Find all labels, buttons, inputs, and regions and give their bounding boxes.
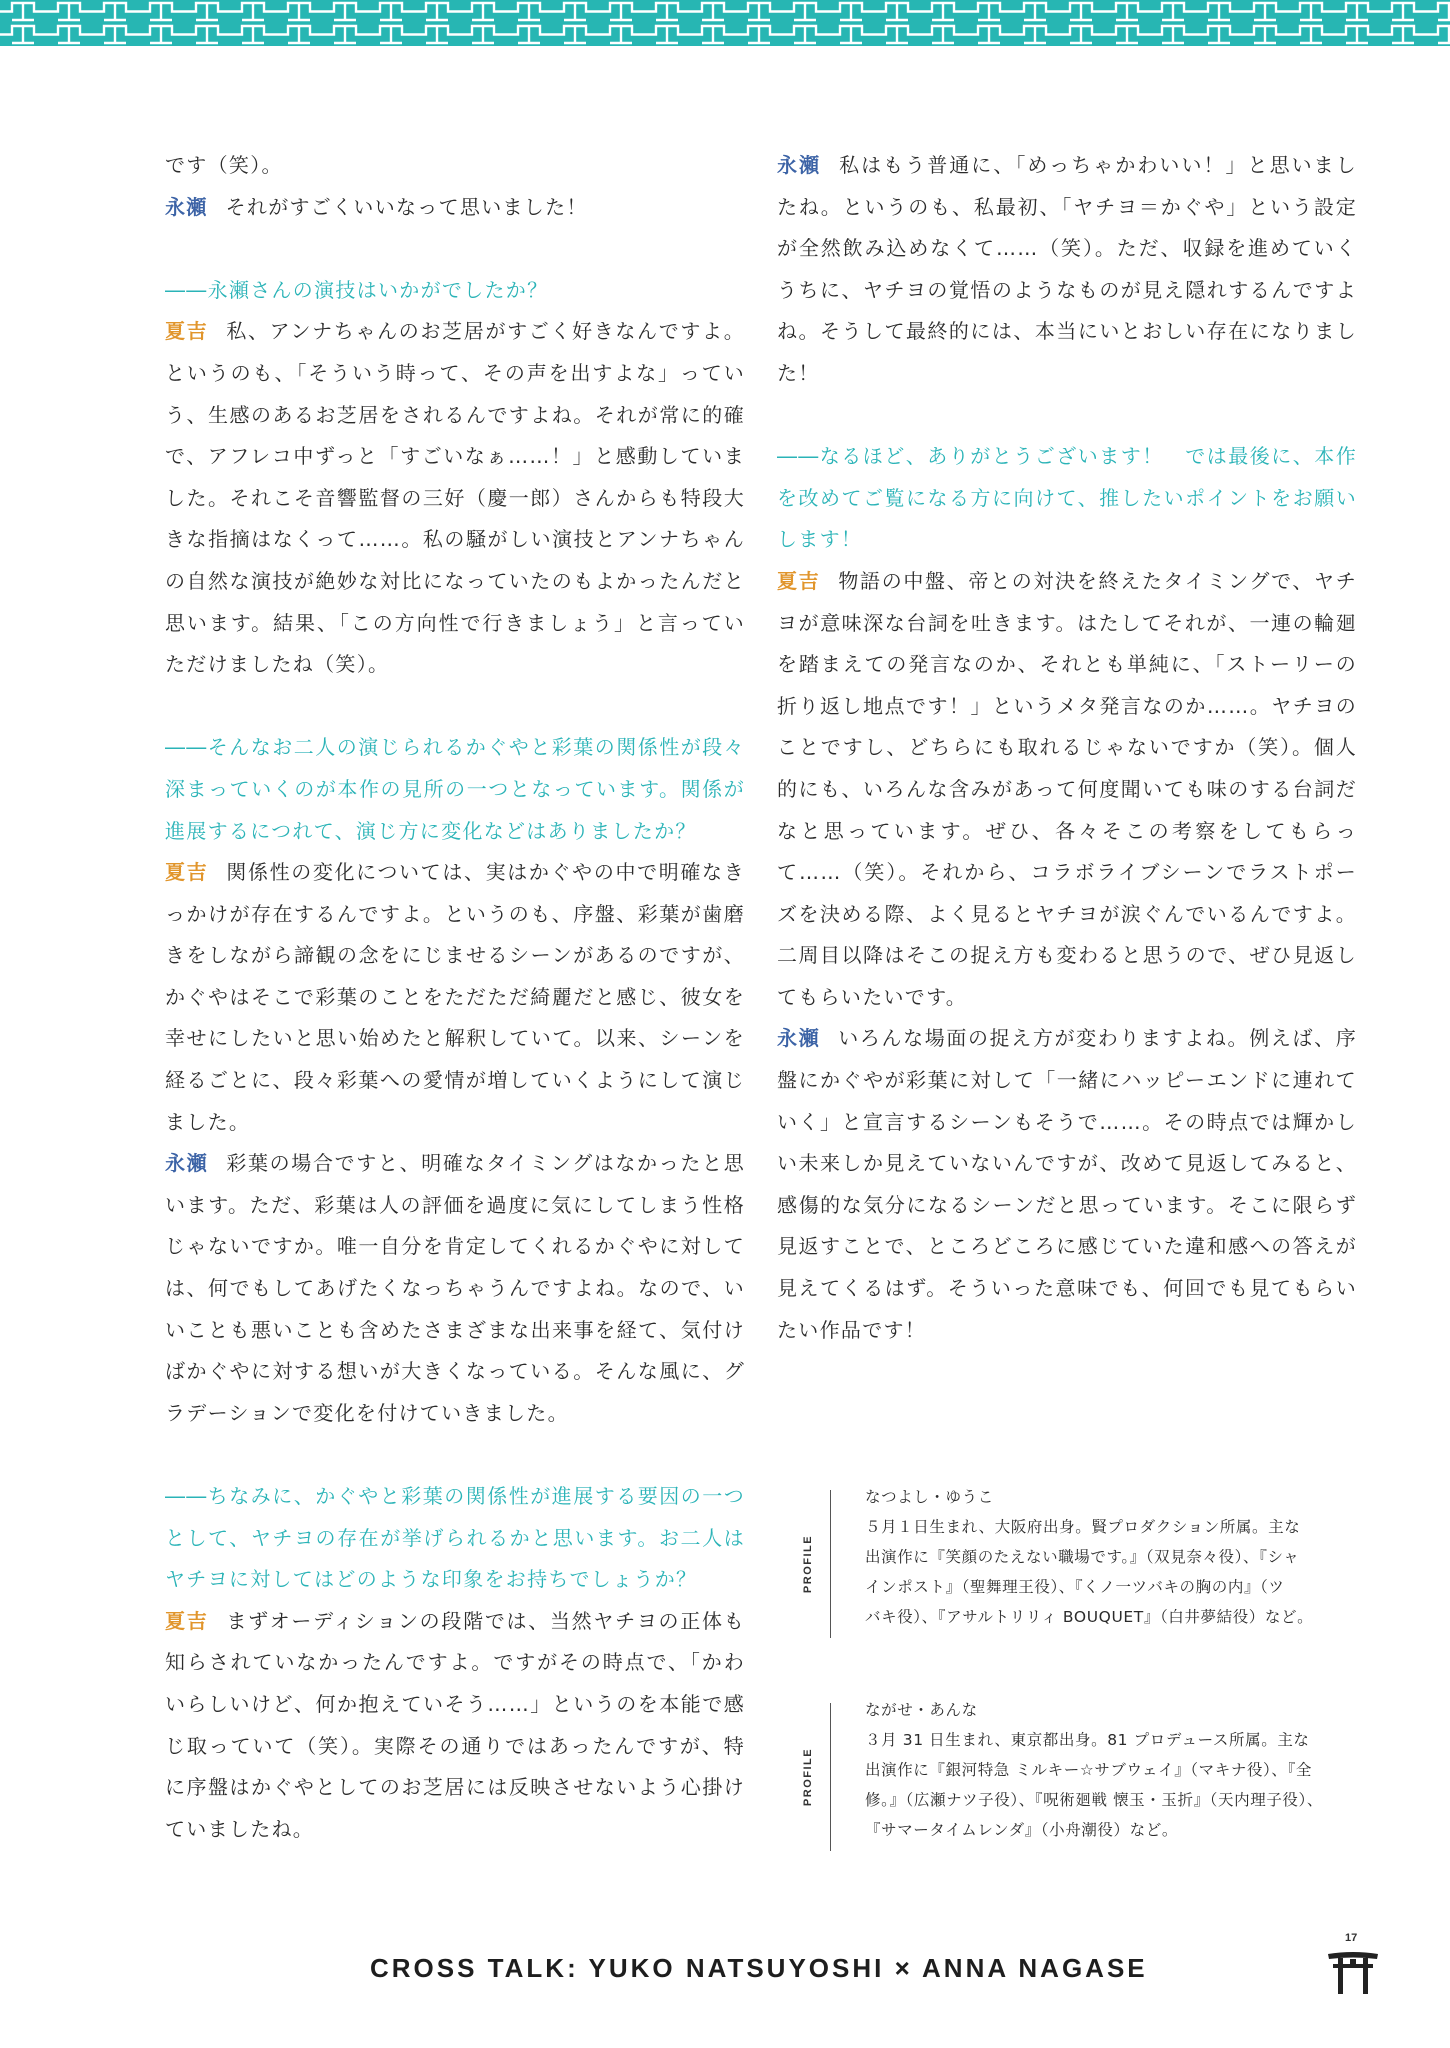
profile-divider bbox=[830, 1490, 831, 1638]
speaker-text: 関係性の変化については、実はかぐやの中で明確なきっかけが存在するんですよ。というのも、序盤、彩葉が歯磨きをしながら諦観の念をにじませるシーンがあるのですが、かぐやはそこで彩葉のことをただただ綺麗だと感じ、彼女を幸せにしたいと思い始めたと解釈していて。以来、シーンを経るごとに、段々彩葉への愛情が増していくようにして演じました。 bbox=[165, 860, 745, 1134]
speaker-text: 私、アンナちゃんのお芝居がすごく好きなんですよ。というのも、「そういう時って、その声を出すよな」っていう、生感のあるお芝居をされるんですよね。それが常に的確で、アフレコ中ずっと「すごいなぁ……！」と感動していました。それこそ音響監督の三好（慶一郎）さんからも特段大きな指摘はなくって……。私の騒がしい演技とアンナちゃんの自然な演技が絶妙な対比になっていたのもよかったんだと思います。結果、「この方向性で行きましょう」と言っていただけましたね（笑）。 bbox=[165, 319, 745, 677]
paragraph-gap bbox=[165, 1434, 745, 1476]
profile-line: インポスト』（聖舞理王役）、『くノ一ツバキの胸の内』（ツ bbox=[865, 1578, 1285, 1596]
speaker-text: それがすごくいいなって思いました！ bbox=[225, 194, 588, 219]
speaker-paragraph bbox=[165, 1143, 745, 1434]
torii-gate-icon bbox=[1326, 1950, 1380, 1998]
speaker-paragraph bbox=[777, 145, 1357, 395]
paragraph-gap bbox=[777, 395, 1357, 437]
speaker-paragraph bbox=[165, 311, 745, 685]
profile-name: なつよし・ゆうこ bbox=[865, 1488, 994, 1506]
interview-question: ――ちなみに、かぐやと彩葉の関係性が進展する要因の一つとして、ヤチヨの存在が挙げられるかと思います。お二人はヤチヨに対してはどのような印象をお持ちでしょうか？ bbox=[165, 1484, 745, 1592]
interview-question: ――なるほど、ありがとうございます！ では最後に、本作を改めてご覧になる方に向けて、推したいポイントをお願いします！ bbox=[777, 444, 1357, 552]
speaker-paragraph bbox=[165, 852, 745, 1143]
profile-line: 『サマータイムレンダ』（小舟潮役）など。 bbox=[865, 1821, 1178, 1839]
speaker-paragraph bbox=[165, 1601, 745, 1851]
sayagata-pattern bbox=[0, 0, 1450, 46]
speaker-text: 物語の中盤、帝との対決を終えたタイミングで、ヤチヨが意味深な台詞を吐きます。はたしてそれが、一連の輪廻を踏まえての発言なのか、それとも単純に、「ストーリーの折り返し地点です！」というメタ発言なのか……。ヤチヨのことですし、どちらにも取れるじゃないですか（笑）。個人的にも、いろんな含みがあって何度聞いても味のする台詞だなと思っています。ぜひ、各々そこの考察をしてもらって……（笑）。それから、コラボライブシーンでラストポーズを決める際、よく見るとヤチヨが涙ぐんでいるんですよ。二周目以降はそこの捉え方も変わると思うので、ぜひ見返してもらいたいです。 bbox=[777, 568, 1357, 1009]
profile-tag: PROFILE bbox=[802, 1534, 815, 1594]
right-text-column bbox=[777, 145, 1357, 1351]
profile-line: 出演作に『笑顔のたえない職場です。』（双見奈々役）、『シャ bbox=[865, 1548, 1300, 1566]
profile-text bbox=[865, 1482, 1355, 1632]
speaker-name: 永瀬 bbox=[165, 1151, 209, 1176]
top-decorative-band bbox=[0, 0, 1450, 46]
speaker-name: 永瀬 bbox=[777, 153, 822, 177]
profile-line: 修。』（広瀬ナツ子役）、『呪術廻戦 懐玉・玉折』（天内理子役）、 bbox=[865, 1791, 1323, 1809]
profile-tag: PROFILE bbox=[802, 1747, 815, 1807]
paragraph-gap bbox=[165, 686, 745, 728]
speaker-text: まずオーディションの段階では、当然ヤチヨの正体も知らされていなかったんですよ。ですがその時点で、「かわいらしいけど、何か抱えていそう……」というのを本能で感じ取っていて（笑）。実際その通りではあったんですが、特に序盤はかぐやとしてのお芝居には反映させないよう心掛けていましたね。 bbox=[165, 1608, 745, 1841]
interview-question: ――永瀬さんの演技はいかがでしたか？ bbox=[165, 277, 549, 302]
speaker-name: 永瀬 bbox=[165, 194, 208, 219]
profile-line: ３月 31 日生まれ、東京都出身。81 プロデュース所属。主な bbox=[865, 1731, 1310, 1749]
body-text: です（笑）。 bbox=[165, 153, 283, 177]
interview-question: ――そんなお二人の演じられるかぐやと彩葉の関係性が段々深まっていくのが本作の見所の一つとなっています。関係が進展するにつれて、演じ方に変化などはありましたか？ bbox=[165, 735, 745, 843]
profile-name: ながせ・あんな bbox=[865, 1701, 978, 1719]
page-number: 17 bbox=[1345, 1932, 1358, 1944]
speaker-name: 夏吉 bbox=[165, 319, 209, 344]
speaker-paragraph bbox=[777, 561, 1357, 1019]
paragraph-gap bbox=[165, 228, 745, 270]
speaker-text: 彩葉の場合ですと、明確なタイミングはなかったと思います。ただ、彩葉は人の評価を過度に気にしてしまう性格じゃないですか。唯一自分を肯定してくれるかぐやに対しては、何でもしてあげたくなっちゃうんですよね。なので、いいことも悪いことも含めたさまざまな出来事を経て、気付けばかぐやに対する想いが大きくなっている。そんな風に、グラデーションで変化を付けていきました。 bbox=[165, 1151, 745, 1425]
profile-divider bbox=[830, 1703, 831, 1851]
speaker-name: 永瀬 bbox=[777, 1026, 821, 1051]
left-text-column bbox=[165, 145, 745, 1850]
speaker-paragraph bbox=[165, 187, 745, 229]
profile-line: ５月１日生まれ、大阪府出身。賢プロダクション所属。主な bbox=[865, 1518, 1301, 1536]
speaker-paragraph bbox=[777, 1018, 1357, 1351]
profile-text bbox=[865, 1695, 1355, 1845]
speaker-name: 夏吉 bbox=[165, 860, 209, 885]
speaker-name: 夏吉 bbox=[165, 1608, 209, 1633]
speaker-text: 私はもう普通に、「めっちゃかわいい！」と思いましたね。というのも、私最初、「ヤチヨ＝かぐや」という設定が全然飲み込めなくて……（笑）。ただ、収録を進めていくうちに、ヤチヨの覚悟のようなものが見え隠れするんですよね。そうして最終的には、本当にいとおしい存在になりました！ bbox=[777, 153, 1357, 385]
speaker-text: いろんな場面の捉え方が変わりますよね。例えば、序盤にかぐやが彩葉に対して「一緒にハッピーエンドに連れていく」と宣言するシーンもそうで……。その時点では輝かしい未来しか見えていないんですが、改めて見返してみると、感傷的な気分になるシーンだと思っています。そこに限らず見返すことで、ところどころに感じていた違和感への答えが見えてくるはず。そういった意味でも、何回でも見てもらいたい作品です！ bbox=[777, 1026, 1357, 1342]
speaker-name: 夏吉 bbox=[777, 568, 821, 593]
profile-line: バキ役）、『アサルトリリィ BOUQUET』（白井夢結役）など。 bbox=[865, 1608, 1314, 1626]
profile-line: 出演作に『銀河特急 ミルキー☆サブウェイ』（マキナ役）、『全 bbox=[865, 1761, 1312, 1779]
footer-title: CROSS TALK: YUKO NATSUYOSHI × ANNA NAGASE bbox=[370, 1953, 1148, 1983]
